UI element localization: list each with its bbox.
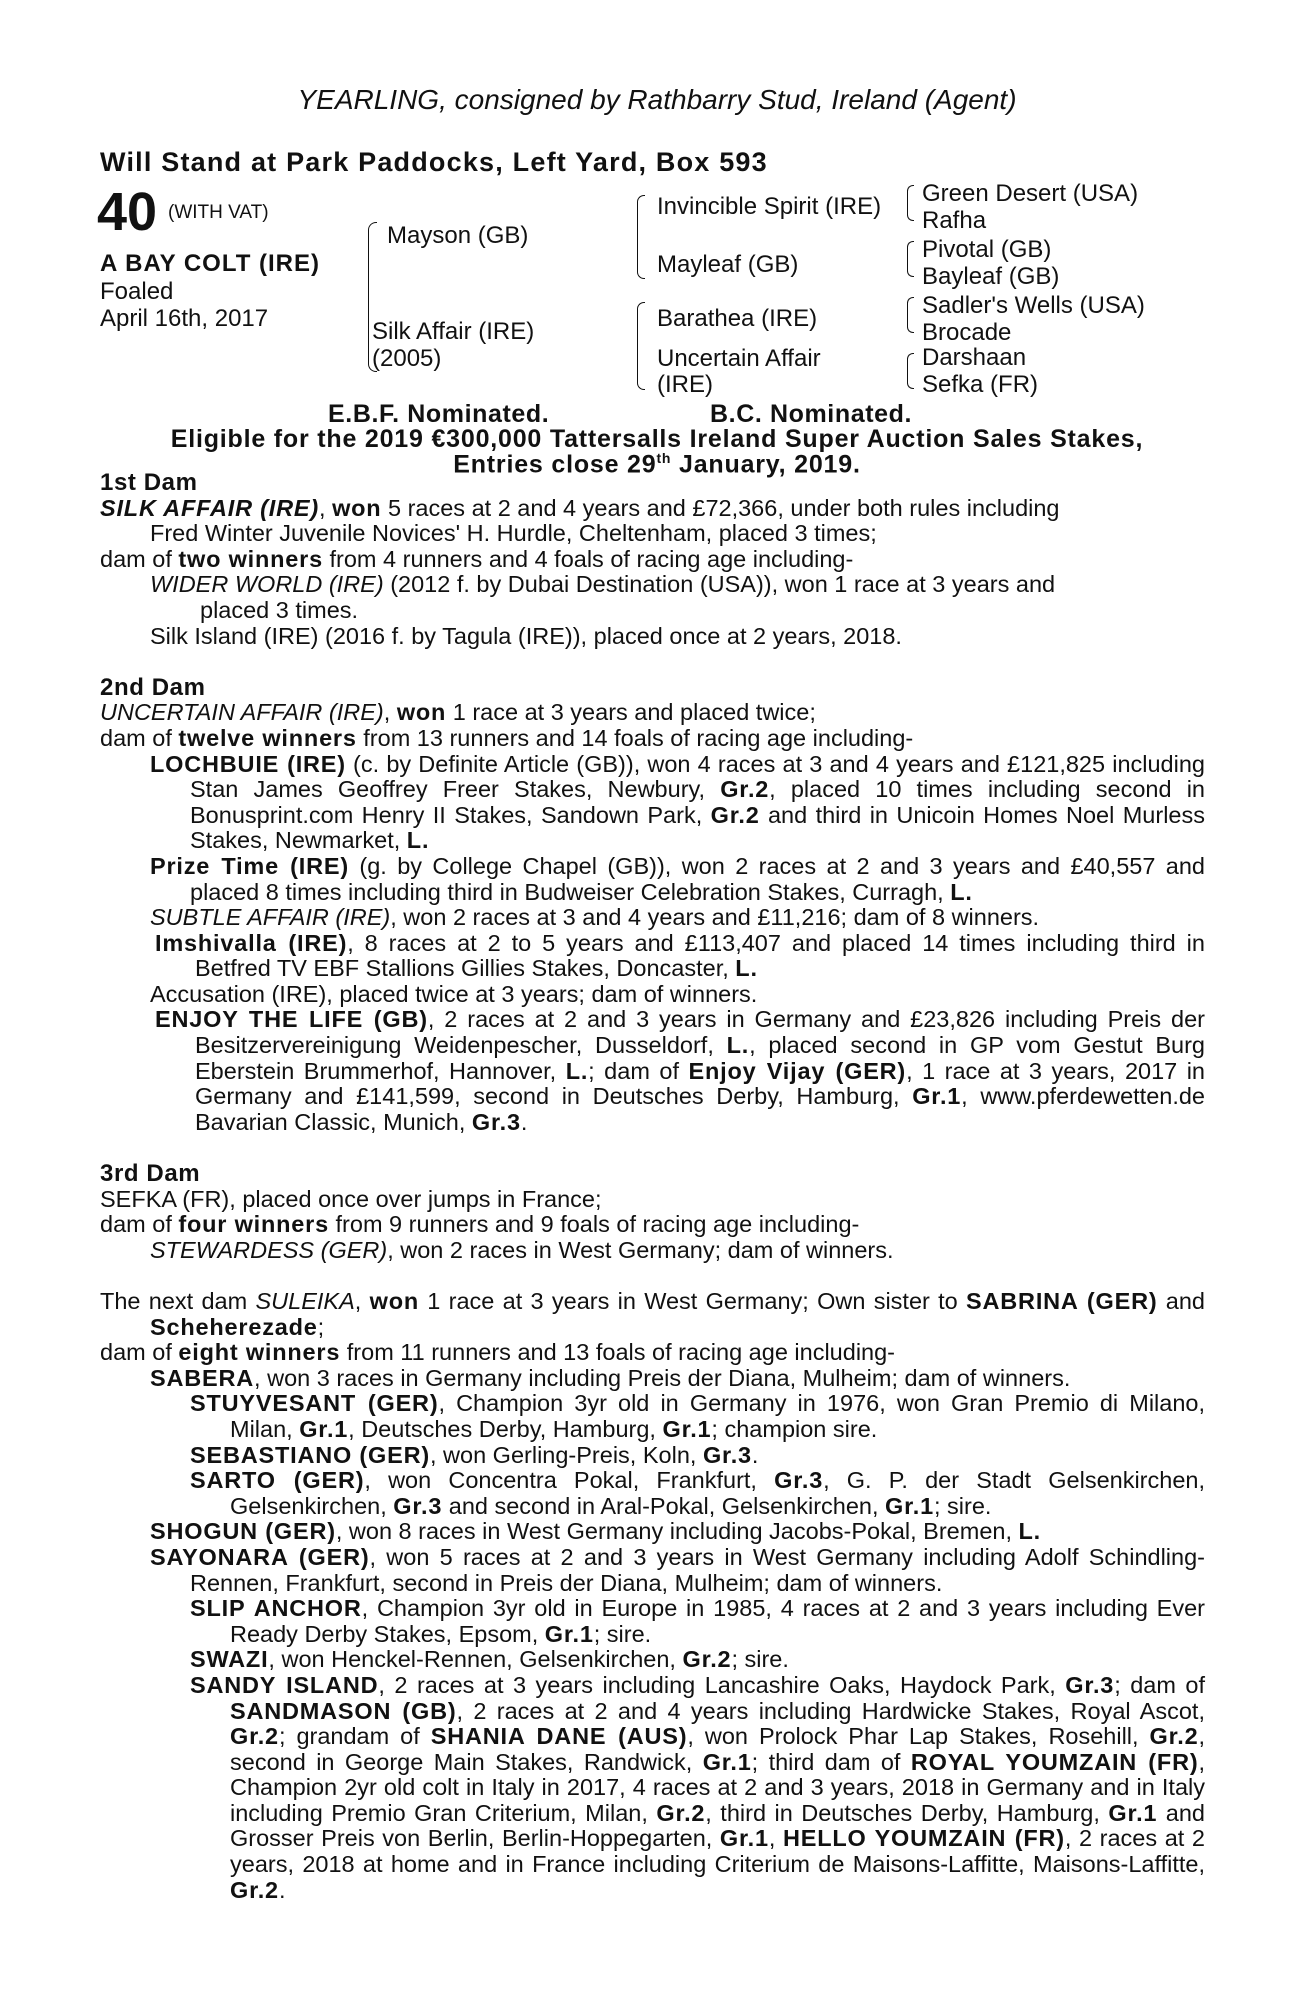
second-dam-produce: dam of twelve winners from 13 runners and 14 foals of racing age including- [100,724,914,751]
produce-entry: Prize Time (IRE) (g. by College Chapel (GB)), won 2 races at 2 and 3 years and £40,557 and placed 8 times including third in Budweiser Celebration Stakes, Curragh, L. [150,852,1205,905]
pedigree-brace [907,353,914,389]
pedigree-ancestor: Bayleaf (GB) [922,263,1060,290]
pedigree-sire-sire: Invincible Spirit (IRE) [657,193,882,220]
pedigree-ancestor: Darshaan [922,344,1027,371]
produce-entry: Accusation (IRE), placed twice at 3 years; dam of winners. [150,980,758,1007]
pedigree-dam-year: (2005) [372,345,442,372]
horse-name: A BAY COLT (IRE) [100,250,321,277]
pedigree-dam-sire: Barathea (IRE) [657,305,818,332]
pedigree-brace [637,195,645,279]
pedigree-dam-dam: Uncertain Affair [657,345,821,372]
pedigree-sire: Mayson (GB) [387,222,529,249]
section-heading: 3rd Dam [100,1160,201,1188]
produce-entry: SWAZI, won Henckel-Rennen, Gelsenkirchen, Gr.2; sire. [190,1646,789,1673]
third-dam-produce: dam of four winners from 9 runners and 9 foals of racing age including- [100,1211,860,1238]
third-dam-entry: SEFKA (FR), placed once over jumps in France; [100,1185,602,1212]
pedigree-ancestor: Green Desert (USA) [922,180,1139,207]
produce-entry: SEBASTIANO (GER), won Gerling-Preis, Koln, Gr.3. [190,1441,759,1468]
pedigree-ancestor: Pivotal (GB) [922,236,1052,263]
catalogue-body [100,470,1205,1903]
produce-entry: Silk Island (IRE) (2016 f. by Tagula (IRE)), placed once at 2 years, 2018. [150,622,902,649]
produce-entry: SHOGUN (GER), won 8 races in West Germany including Jacobs-Pokal, Bremen, L. [150,1518,1042,1545]
second-dam-entry: UNCERTAIN AFFAIR (IRE), won 1 race at 3 years and placed twice; [100,699,816,726]
ebf-nomination: E.B.F. Nominated. [328,400,550,428]
section-heading: 2nd Dam [100,673,206,701]
produce-entry: SARTO (GER), won Concentra Pokal, Frankfurt, Gr.3, G. P. der Stadt Gelsenkirchen, Gelsenkirchen, Gr.3 and second in Aral-Pokal, Gelsenkirchen, Gr.1; sire. [190,1467,1205,1519]
produce-entry: SABERA, won 3 races in Germany including Preis der Diana, Mulheim; dam of winners. [150,1364,1071,1391]
pedigree-ancestor: Rafha [922,207,987,234]
pedigree-dam-dam-cont: (IRE) [657,371,713,398]
bc-nomination: B.C. Nominated. [710,400,913,428]
first-dam-entry: SILK AFFAIR (IRE), won 5 races at 2 and 4 years and £72,366, under both rules including [100,494,1060,521]
pedigree-brace [907,185,914,221]
pedigree-sire-dam: Mayleaf (GB) [657,251,799,278]
next-dam-produce: dam of eight winners from 11 runners and 13 foals of racing age including- [100,1339,896,1366]
pedigree-ancestor: Sefka (FR) [922,371,1039,398]
first-dam-entry-cont: Fred Winter Juvenile Novices' H. Hurdle, Cheltenham, placed 3 times; [150,520,877,547]
catalogue-header: YEARLING, consigned by Rathbarry Stud, Ireland (Agent) [297,84,1017,115]
produce-entry: LOCHBUIE (IRE) (c. by Definite Article (GB)), won 4 races at 3 and 4 years and £121,825 including Stan James Geoffrey Freer Stakes, Newbury, Gr.2, placed 10 times including second in Bonusprint.com Henry II Stakes, Sandown Park, Gr.2 and third in Unicoin Homes Noel Murless Stakes, Newmarket, L. [150,750,1205,854]
produce-entry: STUYVESANT (GER), Champion 3yr old in Germany in 1976, won Gran Premio di Milano, Milan, Gr.1, Deutsches Derby, Hamburg, Gr.1; champion sire. [190,1390,1205,1442]
produce-entry: SAYONARA (GER), won 5 races at 2 and 3 years in West Germany including Adolf Schindling-Rennen, Frankfurt, second in Preis der Diana, Mulheim; dam of winners. [150,1543,1205,1596]
pedigree-brace [637,302,645,390]
produce-entry: WIDER WORLD (IRE) (2012 f. by Dubai Destination (USA)), won 1 race at 3 years and [150,571,1056,598]
first-dam-produce: dam of two winners from 4 runners and 4 foals of racing age including- [100,545,854,572]
produce-entry: Imshivalla (IRE), 8 races at 2 to 5 years and £113,407 and placed 14 times including third in Betfred TV EBF Stallions Gillies Stakes, Doncaster, L. [155,929,1205,982]
produce-entry-cont: placed 3 times. [200,596,359,623]
produce-entry: SANDY ISLAND, 2 races at 3 years including Lancashire Oaks, Haydock Park, Gr.3; dam of SANDMASON (GB), 2 races at 2 and 4 years including Hardwicke Stakes, Royal Ascot, Gr.2; grandam of SHANIA DANE (AUS), won Prolock Phar Lap Stakes, Rosehill, Gr.2, second in George Main Stakes, Randwick, Gr.1; third dam of ROYAL YOUMZAIN (FR), Champion 2yr old colt in Italy in 2017, 4 races at 2 and 3 years, 2018 in Germany and in Italy including Premio Gran Criterium, Milan, Gr.2, third in Deutsches Derby, Hamburg, Gr.1 and Grosser Preis von Berlin, Berlin-Hoppegarten, Gr.1, HELLO YOUMZAIN (FR), 2 races at 2 years, 2018 at home and in France including Criterium de Maisons-Laffitte, Maisons-Laffitte, Gr.2. [190,1671,1206,1903]
vat-label: (WITH VAT) [168,202,269,223]
eligibility-line-2: Entries close 29th January, 2019. [453,450,861,479]
pedigree-brace [907,241,914,277]
pedigree-ancestor: Sadler's Wells (USA) [922,292,1145,319]
pedigree-ancestor: Brocade [922,319,1012,346]
section-heading: 1st Dam [100,469,198,496]
pedigree-dam: Silk Affair (IRE) [372,318,535,345]
foaled-date: April 16th, 2017 [100,305,269,332]
eligibility-line-1: Eligible for the 2019 €300,000 Tattersalls Ireland Super Auction Sales Stakes, [170,425,1144,453]
next-dam-entry: The next dam SULEIKA, won 1 race at 3 years in West Germany; Own sister to SABRINA (GER) and Scheherezade; [100,1288,1205,1340]
stand-location: Will Stand at Park Paddocks, Left Yard, Box 593 [100,147,768,177]
produce-entry: ENJOY THE LIFE (GB), 2 races at 2 and 3 years in Germany and £23,826 including Preis der Besitzervereinigung Weidenpescher, Dusseldorf, L., placed second in GP vom Gestut Burg Eberstein Brummerhof, Hannover, L.; dam of Enjoy Vijay (GER), 1 race at 3 years, 2017 in Germany and £141,599, second in Deutsches Derby, Hamburg, Gr.1, www.pferdewetten.de Bavarian Classic, Munich, Gr.3. [155,1006,1206,1135]
produce-entry: SLIP ANCHOR, Champion 3yr old in Europe in 1985, 4 races at 2 and 3 years including Ever Ready Derby Stakes, Epsom, Gr.1; sire. [190,1595,1205,1647]
lot-number: 40 [97,182,158,242]
produce-entry: STEWARDESS (GER), won 2 races in West Germany; dam of winners. [150,1236,894,1263]
foaled-label: Foaled [100,278,174,305]
produce-entry: SUBTLE AFFAIR (IRE), won 2 races at 3 and 4 years and £11,216; dam of 8 winners. [150,904,1040,931]
pedigree-brace [907,297,914,333]
